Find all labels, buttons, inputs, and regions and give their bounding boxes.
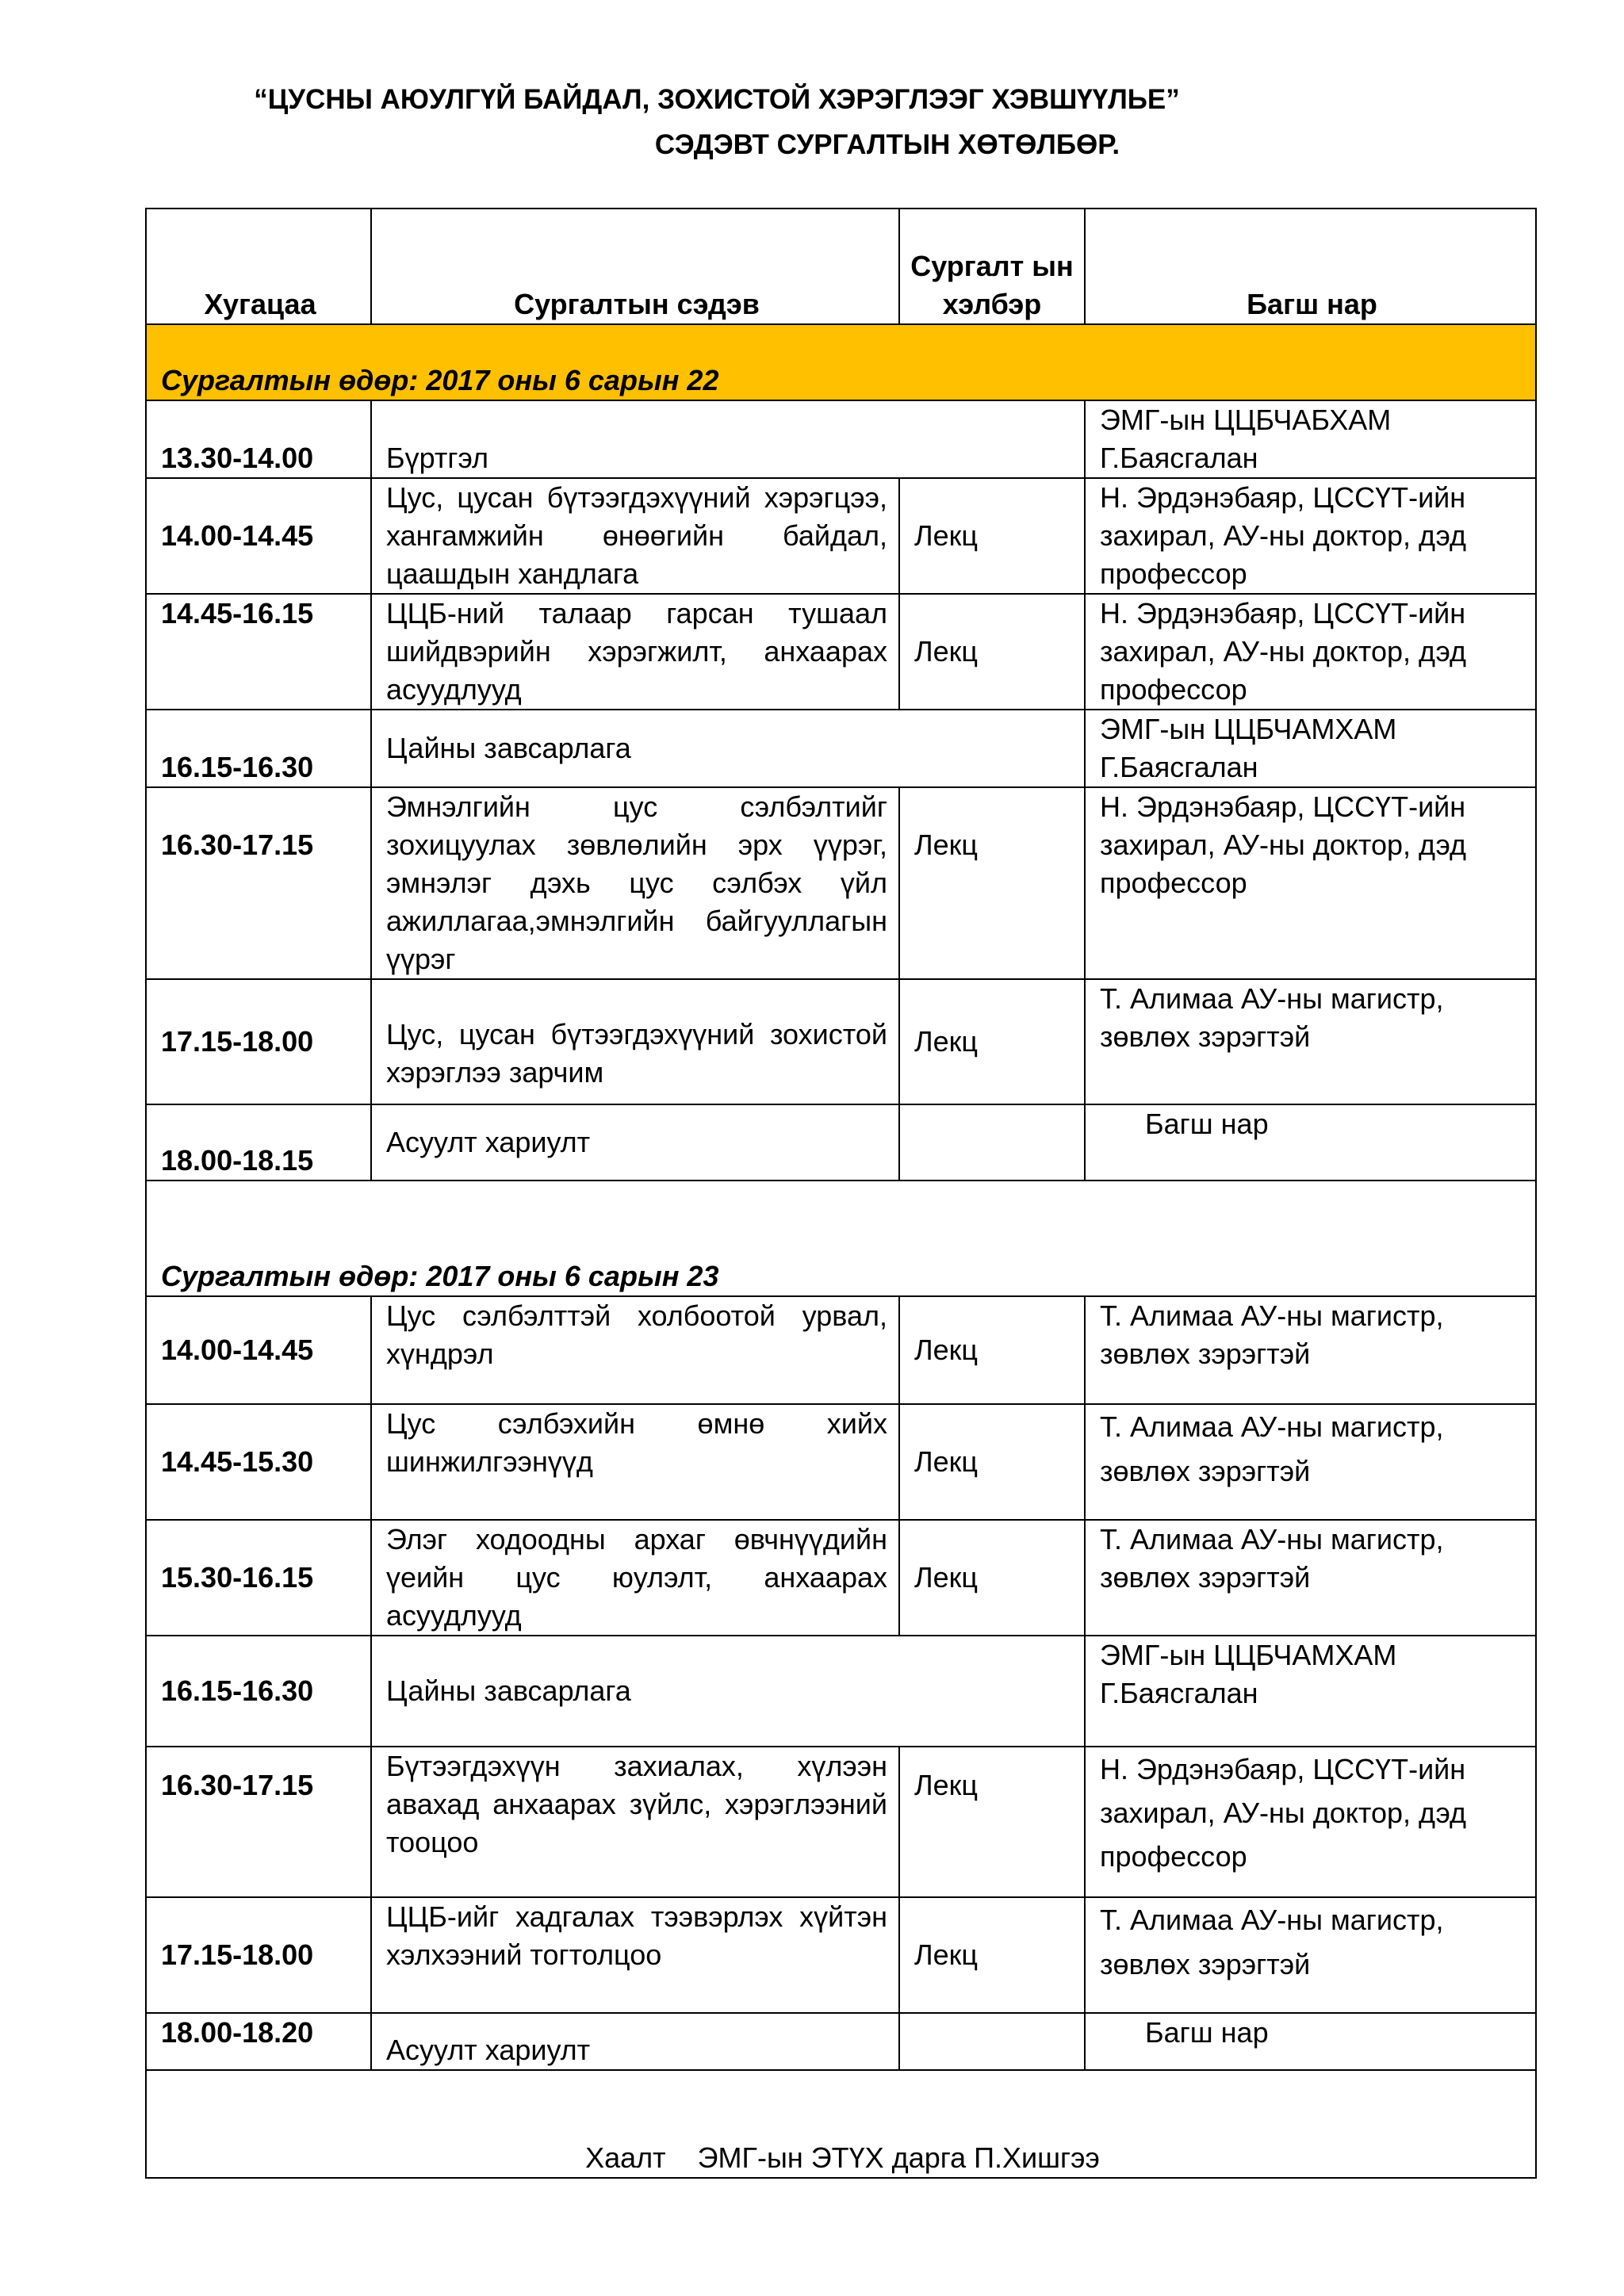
document-title-line2: СЭДЭВТ СУРГАЛТЫН ХӨТӨЛБӨР.	[654, 129, 1120, 160]
topic-cell: Элэг ходоодны архаг өвчнүүдийн үеийн цус юулэлт, анхаарах асуудлууд	[371, 1520, 899, 1636]
teacher-cell: Т. Алимаа АУ-ны магистр, зөвлөх зэрэгтэй	[1085, 1404, 1536, 1520]
time-cell: 17.15-18.00	[146, 979, 371, 1104]
teacher-cell: Т. Алимаа АУ-ны магистр, зөвлөх зэрэгтэй	[1085, 1296, 1536, 1404]
day1-label: Сургалтын өдөр: 2017 оны 6 сарын 22	[146, 324, 1536, 400]
time-cell: 18.00-18.20	[146, 2013, 371, 2070]
table-header-row	[146, 209, 1536, 324]
teacher-cell: Н. Эрдэнэбаяр, ЦССҮТ-ийн захирал, АУ-ны доктор, дэд профессор	[1085, 594, 1536, 710]
topic-cell: Асуулт хариулт	[371, 2013, 899, 2070]
table-row	[146, 1404, 1536, 1520]
time-cell: 18.00-18.15	[146, 1104, 371, 1181]
topic-cell: Цайны завсарлага	[371, 710, 1085, 787]
time-cell: 16.15-16.30	[146, 710, 371, 787]
topic-cell: Цайны завсарлага	[371, 1636, 1085, 1747]
teacher-cell: Т. Алимаа АУ-ны магистр, зөвлөх зэрэгтэй	[1085, 979, 1536, 1104]
form-cell: Лекц	[899, 787, 1085, 979]
teacher-cell: Т. Алимаа АУ-ны магистр, зөвлөх зэрэгтэй	[1085, 1897, 1536, 2013]
form-cell	[899, 2013, 1085, 2070]
time-cell: 14.00-14.45	[146, 1296, 371, 1404]
topic-cell: Эмнэлгийн цус сэлбэлтийг зохицуулах зөвлөлийн эрх үүрэг, эмнэлэг дэхь цус сэлбэх үйл ажиллагаа,эмнэлгийн байгууллагын үүрэг	[371, 787, 899, 979]
table-row	[146, 400, 1536, 478]
topic-cell: ЦЦБ-ийг хадгалах тээвэрлэх хүйтэн хэлхээний тогтолцоо	[371, 1897, 899, 2013]
header-time: Хугацаа	[146, 209, 371, 324]
form-cell: Лекц	[899, 1897, 1085, 2013]
table-row	[146, 1747, 1536, 1897]
form-cell: Лекц	[899, 1520, 1085, 1636]
form-cell: Лекц	[899, 478, 1085, 594]
table-row	[146, 594, 1536, 710]
teacher-cell: Н. Эрдэнэбаяр, ЦССҮТ-ийн захирал, АУ-ны доктор, дэд профессор	[1085, 1747, 1536, 1897]
time-cell: 16.30-17.15	[146, 787, 371, 979]
header-teachers: Багш нар	[1085, 209, 1536, 324]
time-cell: 14.00-14.45	[146, 478, 371, 594]
table-row	[146, 478, 1536, 594]
time-cell: 16.15-16.30	[146, 1636, 371, 1747]
header-form: Сургалт ын хэлбэр	[899, 209, 1085, 324]
form-cell: Лекц	[899, 1296, 1085, 1404]
table-row	[146, 710, 1536, 787]
teacher-cell: ЭМГ-ын ЦЦБЧАМХАМ Г.Баясгалан	[1085, 1636, 1536, 1747]
closing-text: Хаалт ЭМГ-ын ЭТҮХ дарга П.Хишгээ	[146, 2070, 1536, 2178]
topic-cell: Цус сэлбэхийн өмнө хийх шинжилгээнүүд	[371, 1404, 899, 1520]
topic-cell: Асуулт хариулт	[371, 1104, 899, 1181]
teacher-cell: Н. Эрдэнэбаяр, ЦССҮТ-ийн захирал, АУ-ны доктор, дэд профессор	[1085, 478, 1536, 594]
table-row	[146, 1897, 1536, 2013]
topic-cell: Цус, цусан бүтээгдэхүүний зохистой хэрэглээ зарчим	[371, 979, 899, 1104]
teacher-cell: Багш нар	[1085, 1104, 1536, 1181]
time-cell: 14.45-16.15	[146, 594, 371, 710]
topic-cell: Цус сэлбэлттэй холбоотой урвал, хүндрэл	[371, 1296, 899, 1404]
topic-cell: ЦЦБ-ний талаар гарсан тушаал шийдвэрийн хэрэгжилт, анхаарах асуудлууд	[371, 594, 899, 710]
table-row	[146, 1104, 1536, 1181]
teacher-cell: ЭМГ-ын ЦЦБЧАБХАМ Г.Баясгалан	[1085, 400, 1536, 478]
teacher-cell: Н. Эрдэнэбаяр, ЦССҮТ-ийн захирал, АУ-ны доктор, дэд профессор	[1085, 787, 1536, 979]
teacher-cell: ЭМГ-ын ЦЦБЧАМХАМ Г.Баясгалан	[1085, 710, 1536, 787]
form-cell: Лекц	[899, 1747, 1085, 1897]
closing-row	[146, 2070, 1536, 2178]
header-topic: Сургалтын сэдэв	[371, 209, 899, 324]
day2-label-row	[146, 1181, 1536, 1296]
topic-cell: Бүтээгдэхүүн захиалах, хүлээн авахад анхаарах зүйлс, хэрэглээний тооцоо	[371, 1747, 899, 1897]
form-cell: Лекц	[899, 979, 1085, 1104]
time-cell: 15.30-16.15	[146, 1520, 371, 1636]
table-row	[146, 1296, 1536, 1404]
form-cell: Лекц	[899, 1404, 1085, 1520]
table-row	[146, 979, 1536, 1104]
day1-label-row	[146, 324, 1536, 400]
time-cell: 14.45-15.30	[146, 1404, 371, 1520]
day2-label: Сургалтын өдөр: 2017 оны 6 сарын 23	[146, 1181, 1536, 1296]
table-row	[146, 2013, 1536, 2070]
topic-cell: Цус, цусан бүтээгдэхүүний хэрэгцээ, хангамжийн өнөөгийн байдал, цаашдын хандлага	[371, 478, 899, 594]
table-row	[146, 1520, 1536, 1636]
form-cell: Лекц	[899, 594, 1085, 710]
time-cell: 13.30-14.00	[146, 400, 371, 478]
table-row	[146, 787, 1536, 979]
table-row	[146, 1636, 1536, 1747]
topic-cell: Бүртгэл	[371, 400, 1085, 478]
teacher-cell: Т. Алимаа АУ-ны магистр, зөвлөх зэрэгтэй	[1085, 1520, 1536, 1636]
schedule-table	[145, 208, 1537, 2179]
time-cell: 17.15-18.00	[146, 1897, 371, 2013]
form-cell	[899, 1104, 1085, 1181]
document-title-line1: “ЦУСНЫ АЮУЛГҮЙ БАЙДАЛ, ЗОХИСТОЙ ХЭРЭГЛЭЭГ ХЭВШҮҮЛЬЕ”	[254, 84, 1180, 115]
time-cell: 16.30-17.15	[146, 1747, 371, 1897]
teacher-cell: Багш нар	[1085, 2013, 1536, 2070]
